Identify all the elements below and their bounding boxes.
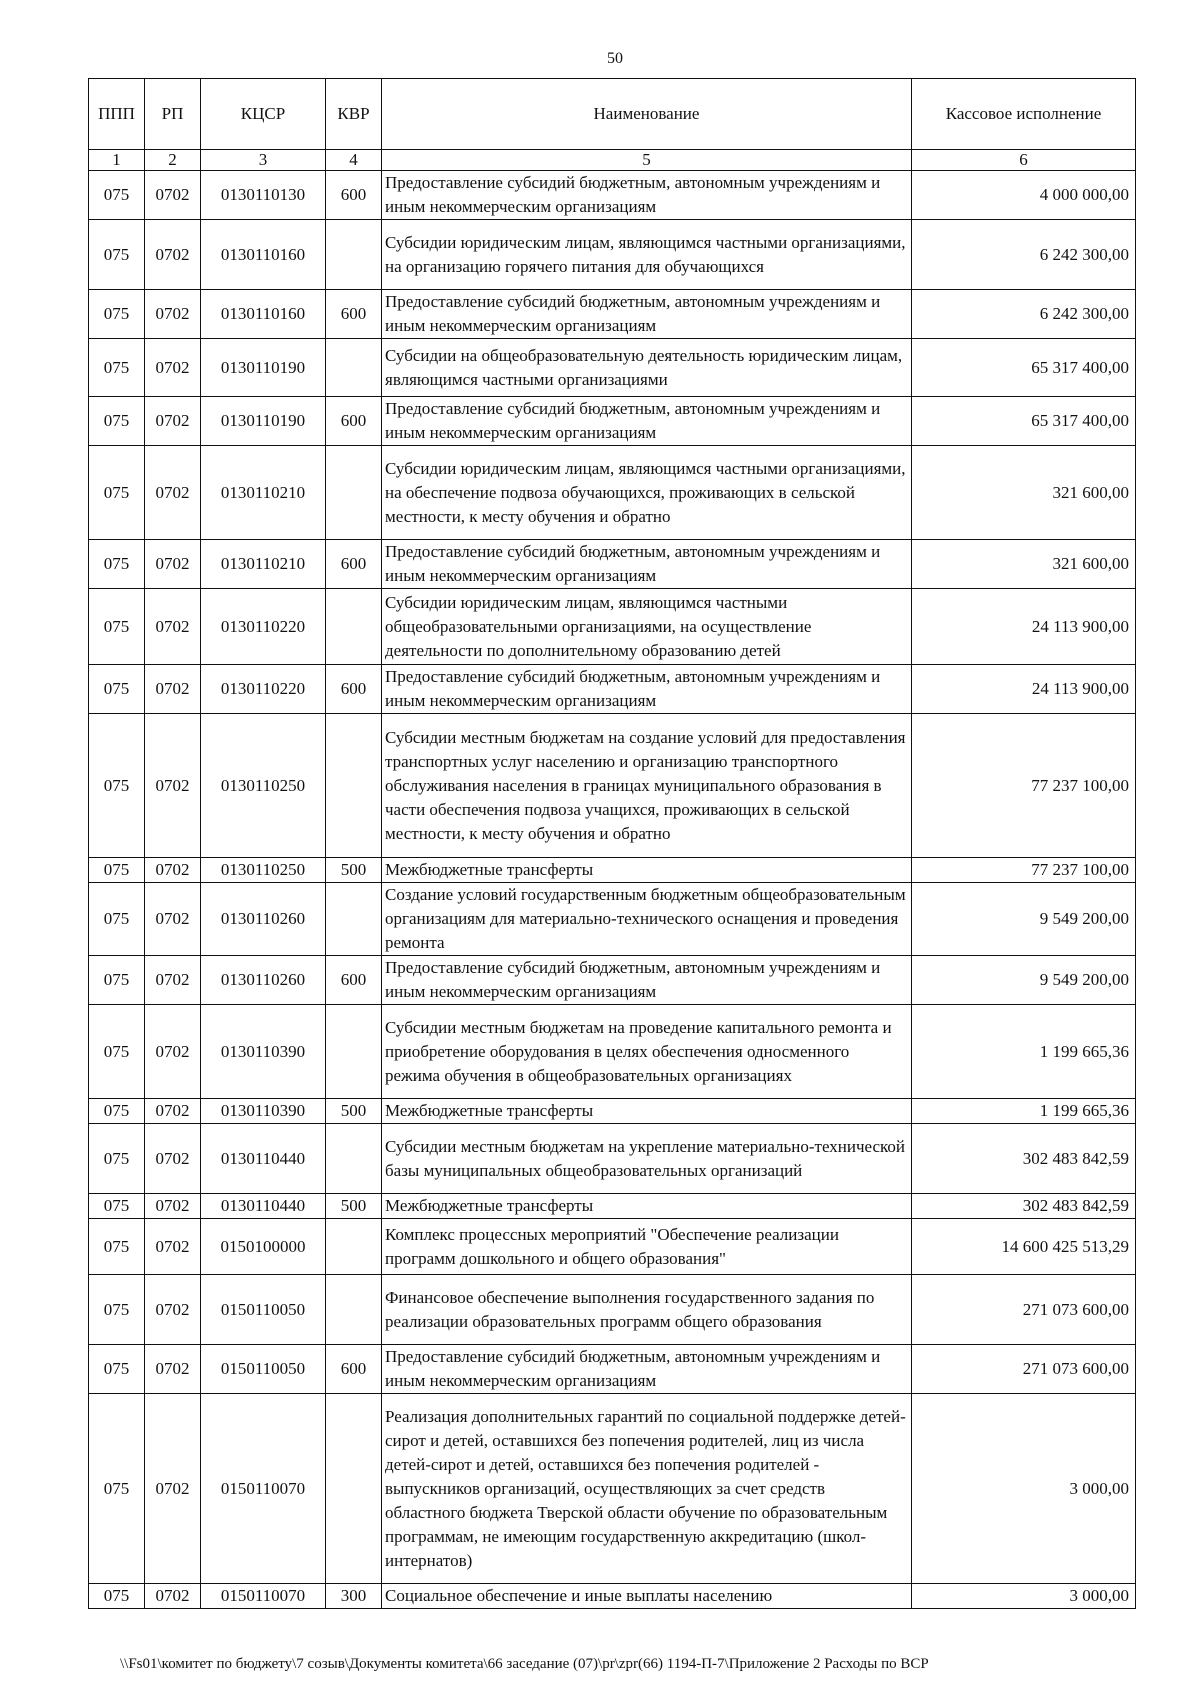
- cell-name: Предоставление субсидий бюджетным, автономным учреждениям и иным некоммерческим организациям: [382, 665, 912, 714]
- table-row: [89, 1219, 1136, 1275]
- cell-kcsr: 0130110260: [201, 883, 326, 956]
- cell-name: Создание условий государственным бюджетным общеобразовательным организациям для материально-технического оснащения и проведения ремонта: [382, 883, 912, 956]
- cell-ppp: 075: [89, 1099, 145, 1124]
- cell-sum: 4 000 000,00: [912, 171, 1136, 220]
- cell-kcsr: 0130110260: [201, 956, 326, 1005]
- table-row: [89, 290, 1136, 339]
- cell-kvr: [326, 714, 382, 858]
- cell-rp: 0702: [145, 589, 201, 665]
- cell-kvr: 600: [326, 290, 382, 339]
- cell-rp: 0702: [145, 1345, 201, 1394]
- cell-kvr: 600: [326, 397, 382, 446]
- table-row: [89, 1275, 1136, 1345]
- cell-sum: 24 113 900,00: [912, 665, 1136, 714]
- cell-kvr: 600: [326, 1345, 382, 1394]
- cell-rp: 0702: [145, 1099, 201, 1124]
- cell-sum: 77 237 100,00: [912, 714, 1136, 858]
- column-number: 4: [326, 150, 382, 171]
- cell-rp: 0702: [145, 540, 201, 589]
- cell-kcsr: 0130110190: [201, 397, 326, 446]
- table-body: [89, 171, 1136, 1609]
- cell-rp: 0702: [145, 171, 201, 220]
- cell-name: Субсидии юридическим лицам, являющимся частными общеобразовательными организациями, на осуществление деятельности по дополнительному образованию детей: [382, 589, 912, 665]
- table-row: [89, 589, 1136, 665]
- table-row: [89, 171, 1136, 220]
- cell-rp: 0702: [145, 1394, 201, 1584]
- cell-ppp: 075: [89, 858, 145, 883]
- cell-kvr: [326, 1005, 382, 1099]
- cell-ppp: 075: [89, 1275, 145, 1345]
- cell-name: Субсидии юридическим лицам, являющимся частными организациями, на обеспечение подвоза обучающихся, проживающих в сельской местности, к месту обучения и обратно: [382, 446, 912, 540]
- column-number: 5: [382, 150, 912, 171]
- cell-sum: 271 073 600,00: [912, 1345, 1136, 1394]
- cell-kcsr: 0130110250: [201, 858, 326, 883]
- cell-sum: 14 600 425 513,29: [912, 1219, 1136, 1275]
- cell-kcsr: 0130110210: [201, 540, 326, 589]
- column-number-row: [89, 150, 1136, 171]
- table-row: [89, 1194, 1136, 1219]
- table-header: [89, 79, 1136, 171]
- cell-rp: 0702: [145, 446, 201, 540]
- cell-ppp: 075: [89, 171, 145, 220]
- table-row: [89, 1584, 1136, 1609]
- cell-kvr: [326, 1219, 382, 1275]
- cell-kvr: [326, 446, 382, 540]
- table-row: [89, 1005, 1136, 1099]
- cell-sum: 1 199 665,36: [912, 1005, 1136, 1099]
- cell-kvr: [326, 589, 382, 665]
- cell-name: Комплекс процессных мероприятий "Обеспечение реализации программ дошкольного и общего образования": [382, 1219, 912, 1275]
- cell-rp: 0702: [145, 1584, 201, 1609]
- cell-kcsr: 0130110250: [201, 714, 326, 858]
- cell-kcsr: 0150110050: [201, 1275, 326, 1345]
- cell-kcsr: 0130110220: [201, 665, 326, 714]
- cell-rp: 0702: [145, 290, 201, 339]
- page-number: 50: [607, 50, 623, 67]
- column-number: 2: [145, 150, 201, 171]
- cell-ppp: 075: [89, 1005, 145, 1099]
- table-row: [89, 665, 1136, 714]
- cell-ppp: 075: [89, 1219, 145, 1275]
- cell-kcsr: 0130110390: [201, 1005, 326, 1099]
- cell-kcsr: 0150110070: [201, 1394, 326, 1584]
- column-number: 6: [912, 150, 1136, 171]
- cell-kcsr: 0130110220: [201, 589, 326, 665]
- cell-sum: 6 242 300,00: [912, 220, 1136, 290]
- cell-sum: 3 000,00: [912, 1394, 1136, 1584]
- cell-rp: 0702: [145, 220, 201, 290]
- table-row: [89, 220, 1136, 290]
- cell-name: Субсидии местным бюджетам на укрепление материально-технической базы муниципальных общеобразовательных организаций: [382, 1124, 912, 1194]
- cell-sum: 6 242 300,00: [912, 290, 1136, 339]
- cell-kcsr: 0130110390: [201, 1099, 326, 1124]
- header-kvr: КВР: [326, 79, 382, 150]
- cell-rp: 0702: [145, 714, 201, 858]
- table-row: [89, 1124, 1136, 1194]
- table-row: [89, 397, 1136, 446]
- cell-kvr: 500: [326, 1099, 382, 1124]
- header-kcsr: КЦСР: [201, 79, 326, 150]
- cell-ppp: 075: [89, 397, 145, 446]
- cell-rp: 0702: [145, 397, 201, 446]
- cell-kcsr: 0130110130: [201, 171, 326, 220]
- table-row: [89, 446, 1136, 540]
- cell-kcsr: 0130110160: [201, 220, 326, 290]
- file-path-footer: \\Fs01\комитет по бюджету\7 созыв\Документы комитета\66 заседание (07)\pr\zpr(66) 1194-П-7\Приложение 2 Расходы по ВСР: [120, 1656, 929, 1672]
- cell-kcsr: 0130110160: [201, 290, 326, 339]
- cell-kvr: 500: [326, 858, 382, 883]
- table-row: [89, 956, 1136, 1005]
- cell-sum: 9 549 200,00: [912, 956, 1136, 1005]
- expenditure-table: [88, 78, 1136, 1609]
- cell-name: Предоставление субсидий бюджетным, автономным учреждениям и иным некоммерческим организациям: [382, 290, 912, 339]
- cell-sum: 321 600,00: [912, 540, 1136, 589]
- cell-ppp: 075: [89, 883, 145, 956]
- cell-rp: 0702: [145, 1005, 201, 1099]
- cell-name: Субсидии местным бюджетам на проведение капитального ремонта и приобретение оборудования в целях обеспечения односменного режима обучения в общеобразовательных организациях: [382, 1005, 912, 1099]
- table-row: [89, 1394, 1136, 1584]
- cell-kcsr: 0130110190: [201, 339, 326, 397]
- cell-rp: 0702: [145, 1219, 201, 1275]
- cell-name: Предоставление субсидий бюджетным, автономным учреждениям и иным некоммерческим организациям: [382, 397, 912, 446]
- cell-ppp: 075: [89, 220, 145, 290]
- cell-name: Межбюджетные трансферты: [382, 1099, 912, 1124]
- cell-sum: 1 199 665,36: [912, 1099, 1136, 1124]
- table-row: [89, 883, 1136, 956]
- cell-kvr: 600: [326, 665, 382, 714]
- cell-ppp: 075: [89, 339, 145, 397]
- header-rp: РП: [145, 79, 201, 150]
- cell-name: Субсидии на общеобразовательную деятельность юридическим лицам, являющимся частными организациями: [382, 339, 912, 397]
- table-row: [89, 339, 1136, 397]
- cell-sum: 65 317 400,00: [912, 339, 1136, 397]
- cell-sum: 24 113 900,00: [912, 589, 1136, 665]
- cell-kvr: 600: [326, 540, 382, 589]
- cell-name: Реализация дополнительных гарантий по социальной поддержке детей-сирот и детей, оставшихся без попечения родителей, лиц из числа детей-сирот и детей, оставшихся без попечения родителей - выпускников организаций, осуществляющих за счет средств областного бюджета Тверской области обучение по образовательным программам, не имеющим государственную аккредитацию (школ-интернатов): [382, 1394, 912, 1584]
- cell-sum: 302 483 842,59: [912, 1124, 1136, 1194]
- cell-name: Предоставление субсидий бюджетным, автономным учреждениям и иным некоммерческим организациям: [382, 540, 912, 589]
- cell-rp: 0702: [145, 1275, 201, 1345]
- cell-kvr: [326, 1394, 382, 1584]
- cell-kvr: [326, 883, 382, 956]
- cell-name: Предоставление субсидий бюджетным, автономным учреждениям и иным некоммерческим организациям: [382, 1345, 912, 1394]
- cell-rp: 0702: [145, 858, 201, 883]
- cell-sum: 321 600,00: [912, 446, 1136, 540]
- cell-ppp: 075: [89, 290, 145, 339]
- cell-sum: 3 000,00: [912, 1584, 1136, 1609]
- cell-ppp: 075: [89, 1194, 145, 1219]
- cell-ppp: 075: [89, 714, 145, 858]
- cell-rp: 0702: [145, 1194, 201, 1219]
- table-row: [89, 858, 1136, 883]
- cell-rp: 0702: [145, 665, 201, 714]
- header-name: Наименование: [382, 79, 912, 150]
- cell-kcsr: 0130110440: [201, 1194, 326, 1219]
- header-ppp: ППП: [89, 79, 145, 150]
- cell-kvr: [326, 339, 382, 397]
- cell-kvr: [326, 1124, 382, 1194]
- cell-kcsr: 0150110050: [201, 1345, 326, 1394]
- cell-sum: 271 073 600,00: [912, 1275, 1136, 1345]
- cell-sum: 65 317 400,00: [912, 397, 1136, 446]
- column-number: 1: [89, 150, 145, 171]
- cell-rp: 0702: [145, 339, 201, 397]
- cell-name: Финансовое обеспечение выполнения государственного задания по реализации образовательных программ общего образования: [382, 1275, 912, 1345]
- cell-name: Межбюджетные трансферты: [382, 858, 912, 883]
- table-row: [89, 1345, 1136, 1394]
- cell-ppp: 075: [89, 1345, 145, 1394]
- cell-rp: 0702: [145, 1124, 201, 1194]
- cell-ppp: 075: [89, 446, 145, 540]
- cell-kcsr: 0150110070: [201, 1584, 326, 1609]
- cell-name: Субсидии юридическим лицам, являющимся частными организациями, на организацию горячего питания для обучающихся: [382, 220, 912, 290]
- cell-kcsr: 0130110210: [201, 446, 326, 540]
- cell-kvr: 600: [326, 956, 382, 1005]
- cell-name: Социальное обеспечение и иные выплаты населению: [382, 1584, 912, 1609]
- cell-rp: 0702: [145, 956, 201, 1005]
- cell-kcsr: 0150100000: [201, 1219, 326, 1275]
- cell-kvr: 300: [326, 1584, 382, 1609]
- cell-name: Субсидии местным бюджетам на создание условий для предоставления транспортных услуг населению и организацию транспортного обслуживания населения в границах муниципального образования в части обеспечения подвоза учащихся, проживающих в сельской местности, к месту обучения и обратно: [382, 714, 912, 858]
- cell-ppp: 075: [89, 956, 145, 1005]
- cell-sum: 77 237 100,00: [912, 858, 1136, 883]
- header-sum: Кассовое исполнение: [912, 79, 1136, 150]
- cell-kvr: 600: [326, 171, 382, 220]
- cell-name: Межбюджетные трансферты: [382, 1194, 912, 1219]
- column-number: 3: [201, 150, 326, 171]
- cell-name: Предоставление субсидий бюджетным, автономным учреждениям и иным некоммерческим организациям: [382, 171, 912, 220]
- cell-sum: 302 483 842,59: [912, 1194, 1136, 1219]
- cell-ppp: 075: [89, 1124, 145, 1194]
- cell-kcsr: 0130110440: [201, 1124, 326, 1194]
- table-row: [89, 540, 1136, 589]
- table-row: [89, 1099, 1136, 1124]
- cell-ppp: 075: [89, 665, 145, 714]
- cell-kvr: [326, 1275, 382, 1345]
- cell-ppp: 075: [89, 1584, 145, 1609]
- cell-ppp: 075: [89, 1394, 145, 1584]
- cell-name: Предоставление субсидий бюджетным, автономным учреждениям и иным некоммерческим организациям: [382, 956, 912, 1005]
- cell-kvr: 500: [326, 1194, 382, 1219]
- cell-kvr: [326, 220, 382, 290]
- cell-rp: 0702: [145, 883, 201, 956]
- table-row: [89, 714, 1136, 858]
- cell-sum: 9 549 200,00: [912, 883, 1136, 956]
- cell-ppp: 075: [89, 540, 145, 589]
- cell-ppp: 075: [89, 589, 145, 665]
